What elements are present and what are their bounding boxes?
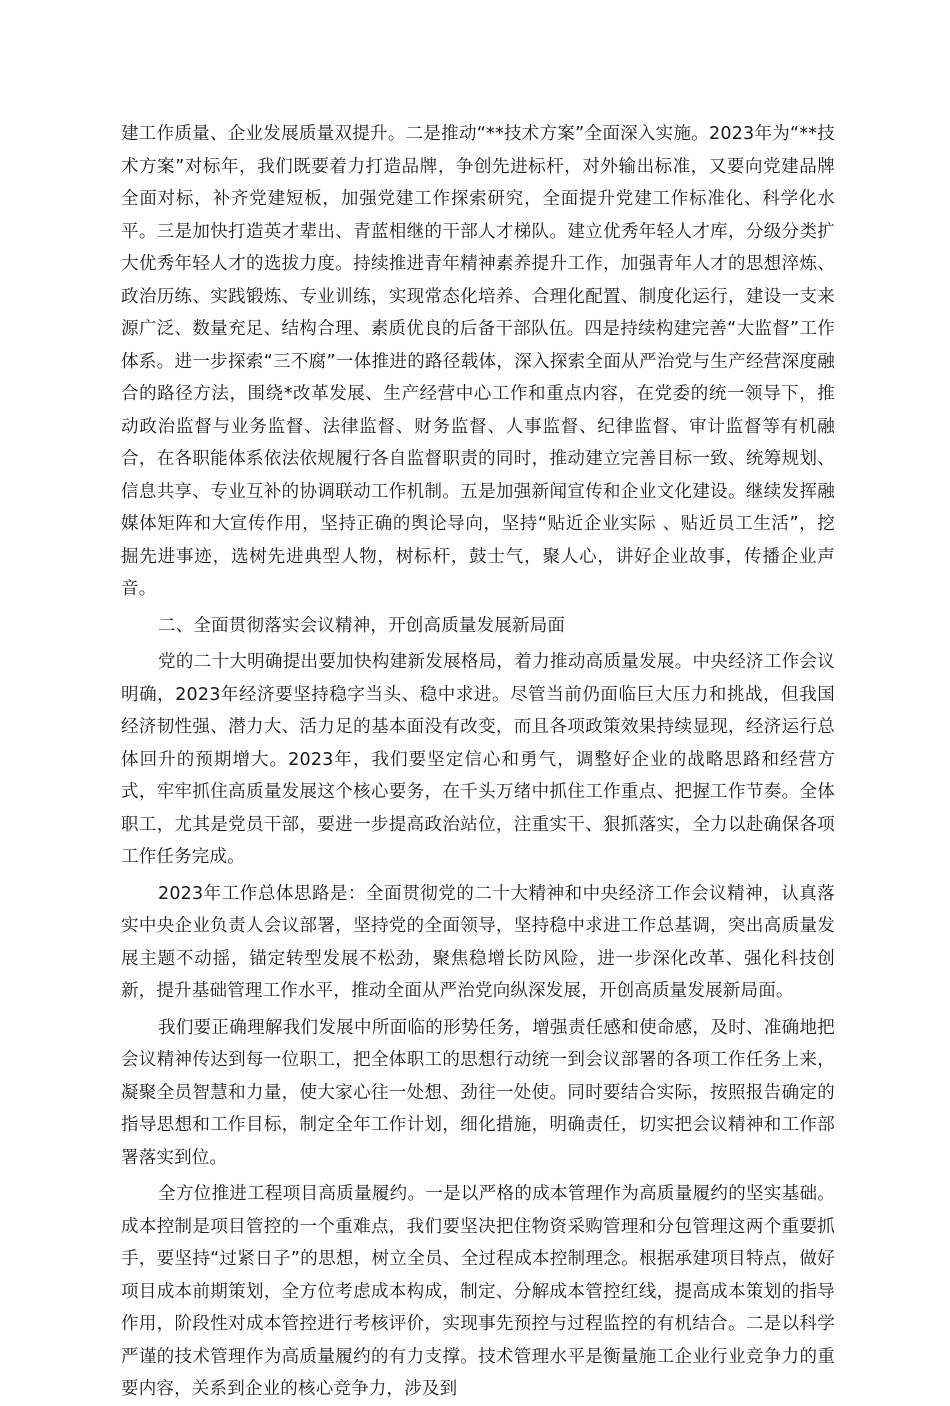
section-heading: 二、全面贯彻落实会议精神，开创高质量发展新局面	[158, 615, 566, 636]
paragraph-continuation: 建工作质量、企业发展质量双提升。二是推动“**技术方案”全面深入实施。2023年为“**技术方案”对标年，我们既要着力打造品牌，争创先进标杆，对外输出标准，又要向党建品牌全面对标，补齐党建短板，加强党建工作探索研究，全面提升党建工作标准化、科学化水平。三是加快打造英才辈出、青蓝相继的干部人才梯队。建立优秀年轻人才库，分级分类扩大优秀年轻人才的选拔力度。持续推进青年精神素养提升工作，加强青年人才的思想淬炼、政治历练、实践锻炼、专业训练，实现常态化培养、合理化配置、制度化运行，建设一支来源广泛、数量充足、结构合理、素质优良的后备干部队伍。四是持续构建完善“大监督”工作体系。进一步探索“三不腐”一体推进的路径载体，深入探索全面从严治党与生产经营深度融合的路径方法，围绕*改革发展、生产经营中心工作和重点内容，在党委的统一领导下，推动政治监督与业务监督、法律监督、财务监督、人事监督、纪律监督、审计监督等有机融合，在各职能体系依法依规履行各自监督职责的同时，推动建立完善目标一致、统筹规划、信息共享、专业互补的协调联动工作机制。五是加强新闻宣传和企业文化建设。继续发挥融媒体矩阵和大宣传作用，坚持正确的舆论导向，坚持“贴近企业实际 、贴近员工生活”，挖掘先进事迹，选树先进典型人物，树标杆，鼓士气，聚人心，讲好企业故事，传播企业声音。	[121, 124, 835, 599]
paragraph: 2023年工作总体思路是：全面贯彻党的二十大精神和中央经济工作会议精神，认真落实中央企业负责人会议部署，坚持党的全面领导，坚持稳中求进工作总基调，突出高质量发展主题不动摇，锚定转型发展不松劲，聚焦稳增长防风险，进一步深化改革、强化科技创新，提升基础管理工作水平，推动全面从严治党向纵深发展，开创高质量发展新局面。	[121, 883, 835, 1001]
paragraph: 全方位推进工程项目高质量履约。一是以严格的成本管理作为高质量履约的坚实基础。成本控制是项目管控的一个重难点，我们要坚决把住物资采购管理和分包管理这两个重要抓手，要坚持“过紧日子”的思想，树立全员、全过程成本控制理念。根据承建项目特点，做好项目成本前期策划，全方位考虑成本构成，制定、分解成本管控红线，提高成本策划的指导作用，阶段性对成本管控进行考核评价，实现事先预控与过程监控的有机结合。二是以科学严谨的技术管理作为高质量履约的有力支撑。技术管理水平是衡量施工企业行业竞争力的重要内容，关系到企业的核心竞争力，涉及到	[121, 1184, 835, 1399]
paragraph: 党的二十大明确提出要加快构建新发展格局，着力推动高质量发展。中央经济工作会议明确，2023年经济要坚持稳字当头、稳中求进。尽管当前仍面临巨大压力和挑战，但我国经济韧性强、潜力大、活力足的基本面没有改变，而且各项政策效果持续显现，经济运行总体回升的预期增大。2023年，我们要坚定信心和勇气，调整好企业的战略思路和经营方式，牢牢抓住高质量发展这个核心要务，在千头万绪中抓住工作重点、把握工作节奏。全体职工，尤其是党员干部，要进一步提高政治站位，注重实干、狠抓落实，全力以赴确保各项工作任务完成。	[121, 652, 835, 867]
paragraph: 我们要正确理解我们发展中所面临的形势任务，增强责任感和使命感，及时、准确地把会议精神传达到每一位职工，把全体职工的思想行动统一到会议部署的各项工作任务上来，凝聚全员智慧和力量，使大家心往一处想、劲往一处使。同时要结合实际，按照报告确定的指导思想和工作目标，制定全年工作计划，细化措施，明确责任，切实把会议精神和工作部署落实到位。	[121, 1017, 835, 1168]
document-page	[121, 118, 835, 1406]
